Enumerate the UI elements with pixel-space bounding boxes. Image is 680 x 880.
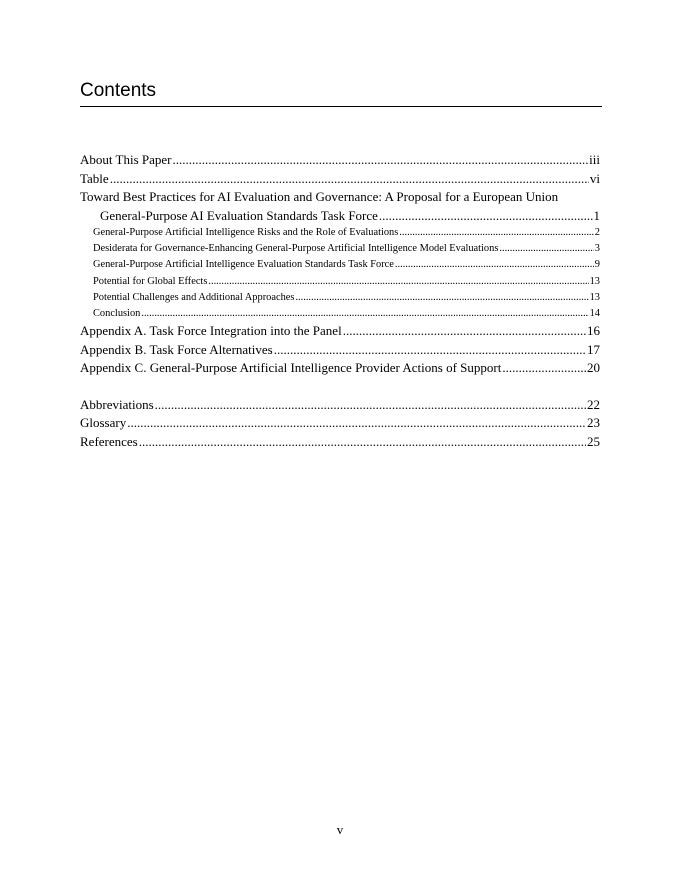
dot-leader — [172, 151, 588, 170]
toc-entry-title: Desiderata for Governance-Enhancing General-Purpose Artificial Intelligence Model Evaluations — [93, 243, 499, 255]
dot-leader — [499, 241, 593, 257]
toc-entry-page: 25 — [587, 433, 600, 449]
toc-entry-title: Appendix A. Task Force Integration into the Panel — [80, 323, 342, 339]
toc-entry-title: Appendix B. Task Force Alternatives — [80, 341, 273, 357]
toc-entry-title-line2: General-Purpose AI Evaluation Standards Task Force — [100, 207, 378, 223]
toc-subentry[interactable] — [80, 257, 600, 273]
dot-leader — [110, 170, 589, 189]
table-of-contents — [80, 151, 600, 451]
toc-entry-appendix-c[interactable] — [80, 359, 600, 378]
dot-leader — [379, 207, 593, 226]
toc-entry-about[interactable] — [80, 151, 600, 170]
toc-entry-title: References — [80, 433, 138, 449]
section-gap — [80, 378, 600, 396]
toc-entry-title-line1: Toward Best Practices for AI Evaluation and Governance: A Proposal for a European Union — [80, 189, 559, 204]
toc-entry-abbreviations[interactable] — [80, 396, 600, 415]
toc-entry-title: Glossary — [80, 415, 127, 431]
toc-entry-page: 13 — [589, 275, 600, 287]
toc-entry-title: General-Purpose Artificial Intelligence Risks and the Role of Evaluations — [93, 227, 399, 238]
toc-entry-title: About This Paper — [80, 152, 172, 167]
toc-entry-references[interactable] — [80, 433, 600, 452]
toc-entry-title: Abbreviations — [80, 396, 154, 412]
toc-entry-appendix-b[interactable] — [80, 341, 600, 360]
toc-subentry[interactable] — [80, 274, 600, 290]
dot-leader — [139, 433, 586, 452]
page-number: v — [336, 822, 344, 837]
toc-entry-page: 14 — [589, 307, 600, 319]
toc-subentry[interactable] — [80, 241, 600, 257]
toc-entry-page: 23 — [587, 415, 600, 431]
dot-leader — [399, 225, 594, 241]
toc-entry-page: iii — [589, 152, 600, 167]
toc-entry-glossary[interactable] — [80, 414, 600, 433]
toc-entry-title: Potential for Global Effects — [93, 275, 208, 287]
dot-leader — [343, 322, 586, 341]
dot-leader — [395, 257, 594, 273]
toc-entry-page: 2 — [594, 227, 600, 238]
toc-entry-page: 3 — [594, 243, 600, 255]
dot-leader — [295, 290, 588, 306]
contents-heading: Contents — [80, 80, 602, 107]
dot-leader — [502, 359, 586, 378]
toc-entry-toward-best-practices[interactable] — [80, 188, 600, 225]
toc-subentry[interactable] — [80, 290, 600, 306]
dot-leader — [274, 341, 586, 360]
toc-entry-page: 13 — [589, 291, 600, 303]
toc-entry-page: 16 — [587, 323, 600, 339]
dot-leader — [141, 306, 588, 322]
dot-leader — [155, 396, 586, 415]
toc-entry-title: Potential Challenges and Additional Approaches — [93, 291, 295, 303]
toc-entry-title: Appendix C. General-Purpose Artificial Intelligence Provider Actions of Support — [80, 360, 502, 376]
toc-entry-title: General-Purpose Artificial Intelligence Evaluation Standards Task Force — [93, 259, 394, 271]
toc-entry-page: 22 — [587, 396, 600, 412]
toc-entry-table[interactable] — [80, 170, 600, 189]
toc-entry-page: vi — [589, 170, 600, 186]
dot-leader — [127, 414, 586, 433]
toc-entry-appendix-a[interactable] — [80, 322, 600, 341]
toc-entry-page: 17 — [587, 341, 600, 357]
toc-entry-page: 9 — [594, 259, 600, 271]
toc-entry-page: 20 — [587, 360, 600, 376]
toc-entry-title: Conclusion — [93, 307, 141, 319]
toc-entry-page: 1 — [593, 207, 600, 223]
toc-subentry[interactable] — [80, 306, 600, 322]
toc-subentry[interactable] — [80, 225, 600, 241]
toc-entry-title: Table — [80, 170, 109, 186]
dot-leader — [208, 274, 588, 290]
